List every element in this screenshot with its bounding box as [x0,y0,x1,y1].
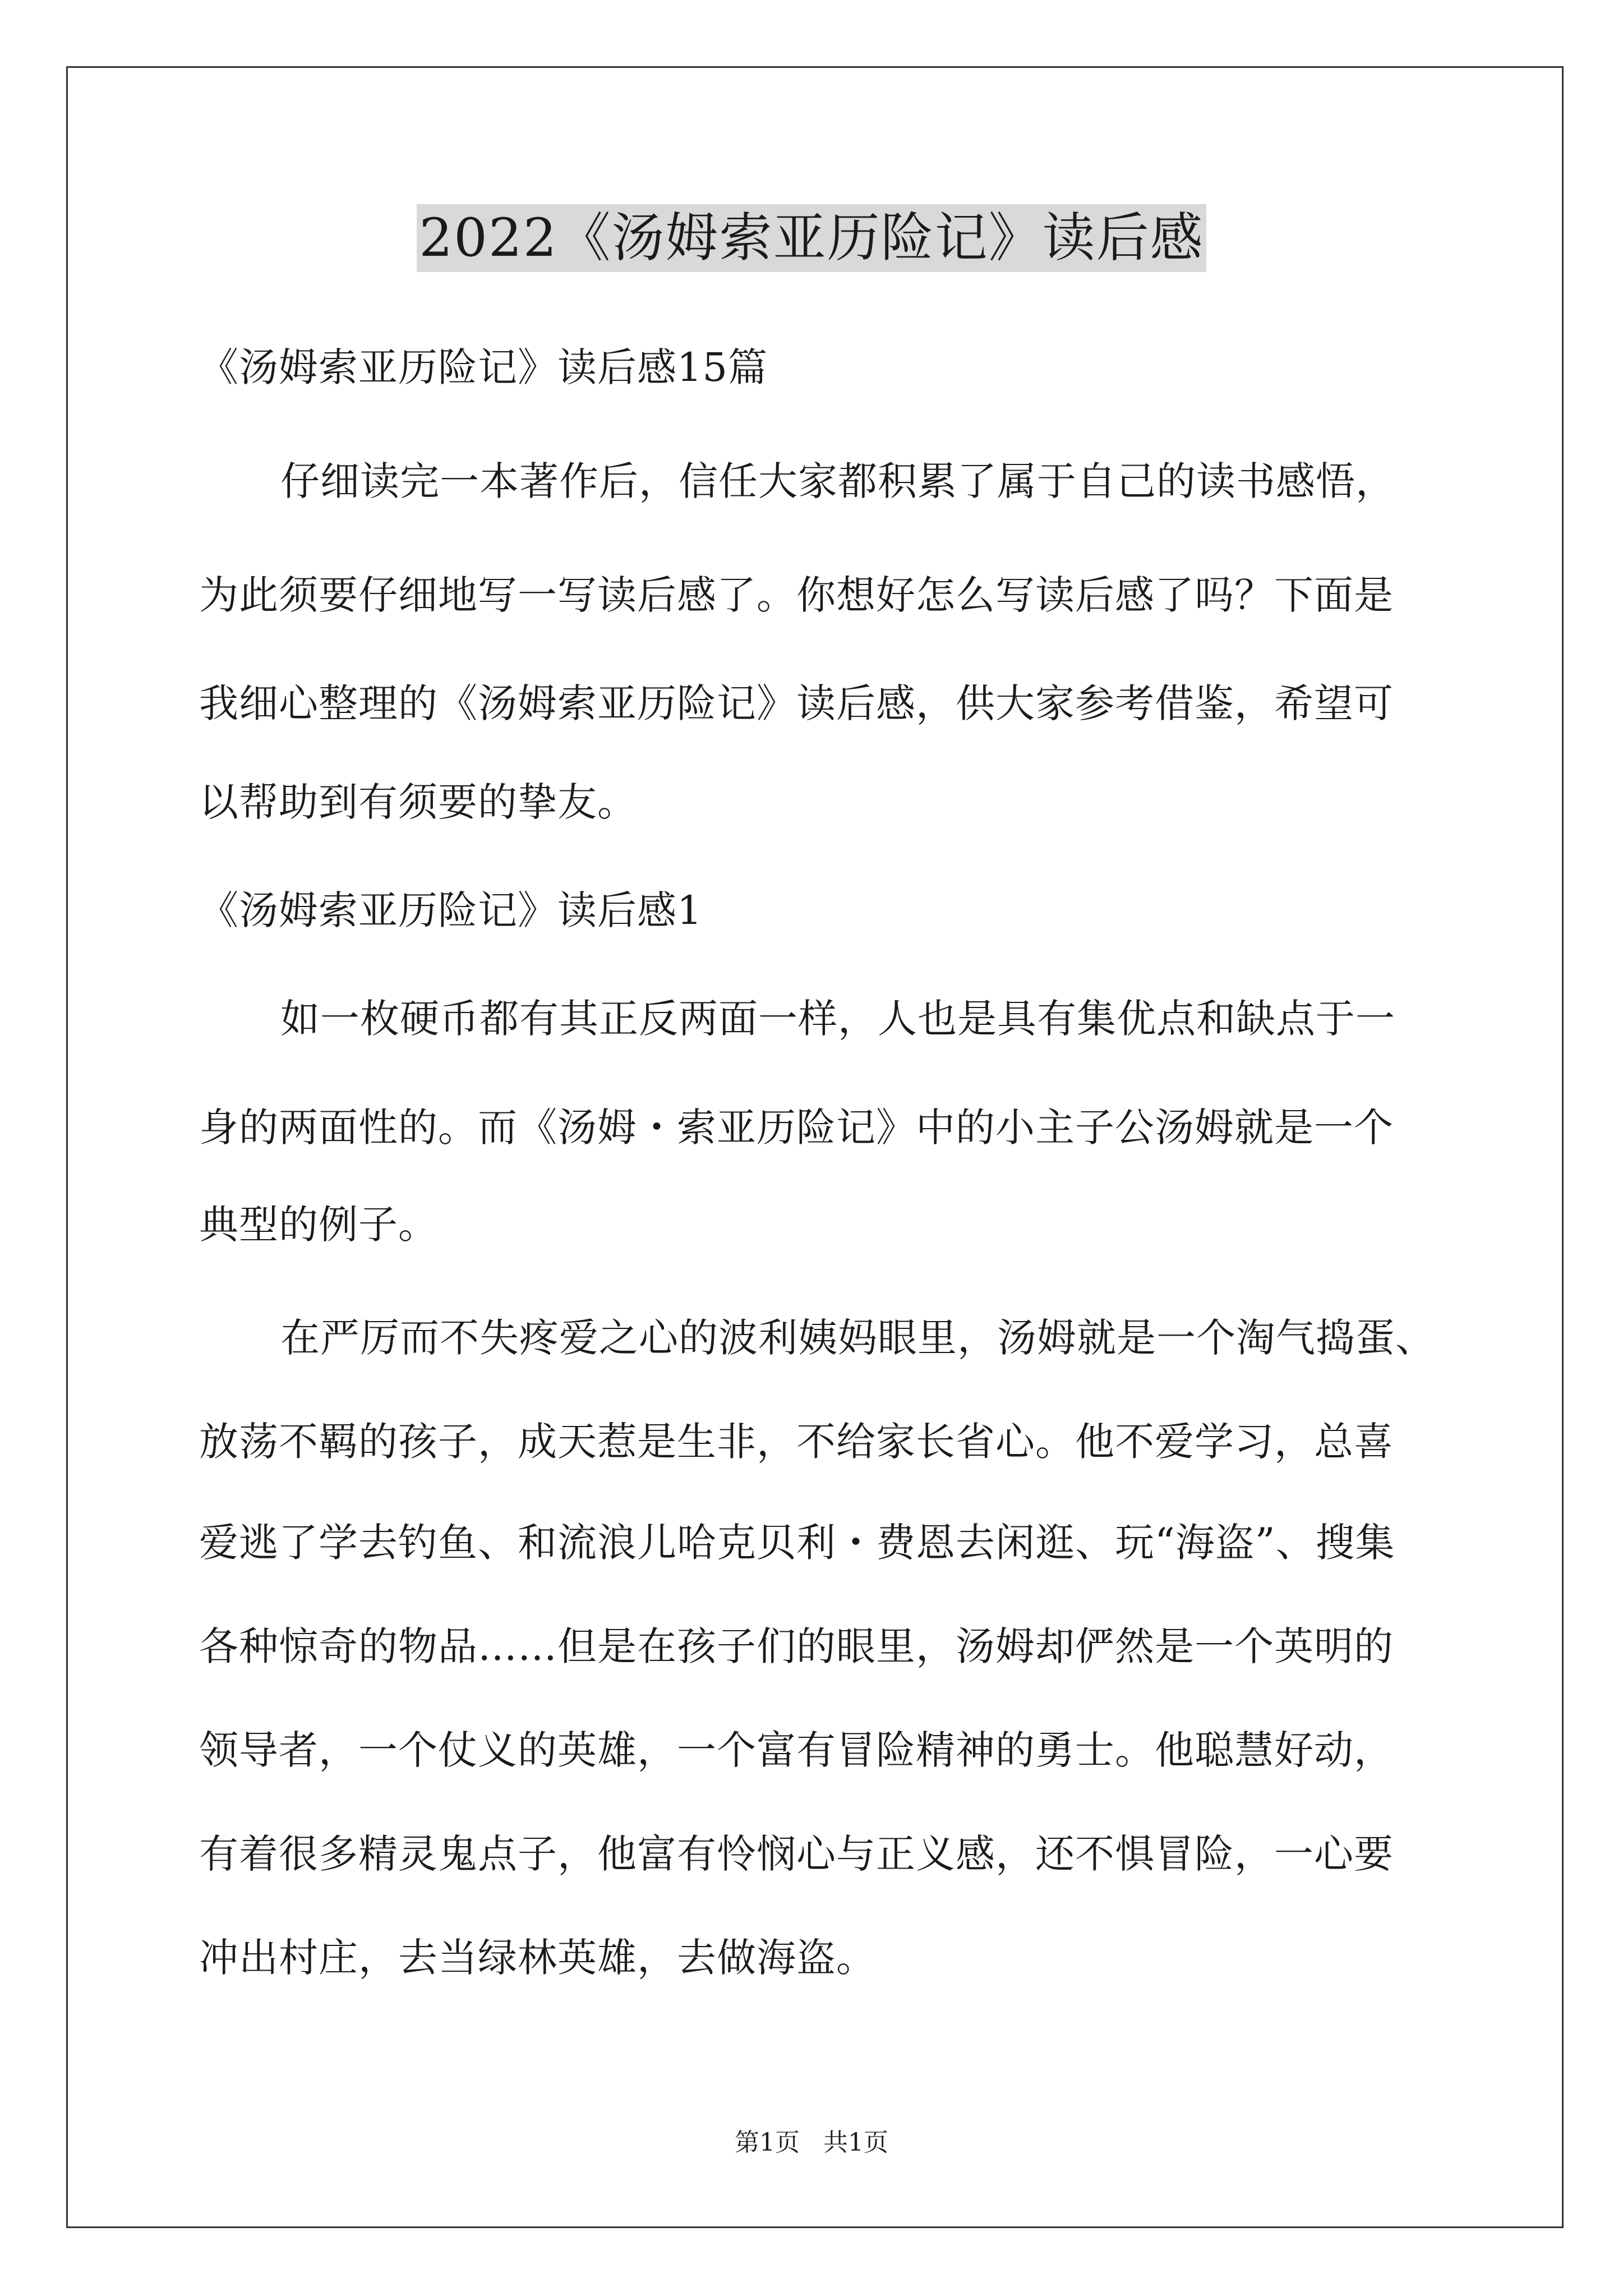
paragraph-line: 爱逃了学去钓鱼、和流浪儿哈克贝利・费恩去闲逛、玩“海盗”、搜集 [199,1520,1395,1566]
title-text: 2022《汤姆索亚历险记》读后感 [417,204,1206,272]
paragraph-line: 典型的例子。 [199,1202,438,1248]
paragraph-line: 领导者，一个仗义的英雄，一个富有冒险精神的勇士。他聪慧好动， [199,1727,1394,1773]
intro-line: 仔细读完一本著作后，信任大家都积累了属于自己的读书感悟， [280,458,1395,504]
paragraph-line: 身的两面性的。而《汤姆・索亚历险记》中的小主子公汤姆就是一个 [199,1105,1394,1151]
paragraph-line: 有着很多精灵鬼点子，他富有怜悯心与正义感，还不惧冒险，一心要 [199,1831,1394,1877]
paragraph-line: 冲出村庄，去当绿林英雄，去做海盗。 [199,1935,876,1981]
subtitle: 《汤姆索亚历险记》读后感15篇 [199,344,768,390]
intro-line: 我细心整理的《汤姆索亚历险记》读后感，供大家参考借鉴，希望可 [199,680,1394,726]
document-title [0,196,1623,280]
paragraph-line: 各种惊奇的物品……但是在孩子们的眼里，汤姆却俨然是一个英明的 [199,1623,1394,1669]
paragraph-line: 在严厉而不失疼爱之心的波利姨妈眼里，汤姆就是一个淘气捣蛋、 [280,1315,1435,1361]
paragraph-line: 放荡不羁的孩子，成天惹是生非，不给家长省心。他不爱学习，总喜 [199,1419,1394,1465]
paragraph-line: 如一枚硬币都有其正反两面一样，人也是具有集优点和缺点于一 [280,996,1395,1042]
intro-line: 为此须要仔细地写一写读后感了。你想好怎么写读后感了吗？下面是 [199,572,1394,618]
page-footer: 第1页 共1页 [735,2128,888,2157]
section-heading: 《汤姆索亚历险记》读后感1 [199,887,703,933]
intro-line: 以帮助到有须要的挚友。 [199,779,637,825]
